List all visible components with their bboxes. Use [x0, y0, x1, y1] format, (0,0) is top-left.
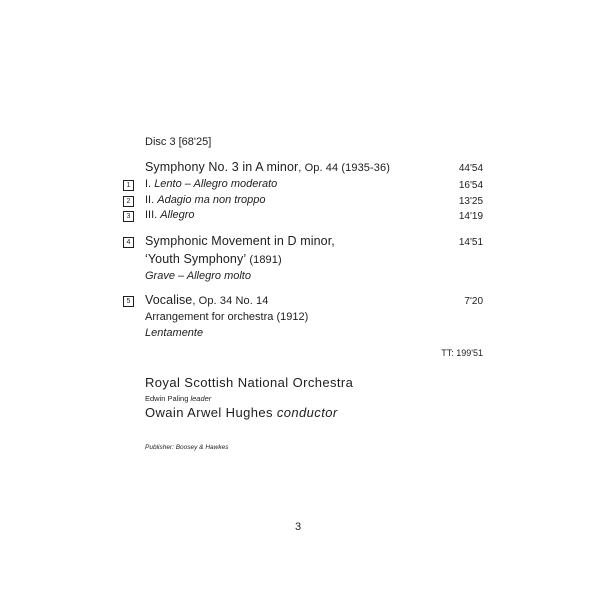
work-duration: 14'51 [458, 237, 483, 248]
movement-duration: 16'54 [458, 180, 483, 191]
disc-label: Disc 3 [145, 136, 176, 148]
work-title: Symphonic Movement in D minor, [145, 234, 335, 248]
work-title-extra: , Op. 34 No. 14 [192, 295, 269, 307]
work-subtitle-extra: (1891) [246, 254, 282, 266]
work-note: Arrangement for orchestra (1912) [145, 311, 309, 323]
page-number: 3 [295, 521, 302, 533]
movement-title [145, 178, 277, 190]
track-number: 4 [123, 237, 134, 248]
work-subtitle-main: ‘Youth Symphony’ [145, 252, 247, 266]
track-number: 3 [123, 211, 134, 222]
work-subtitle [145, 252, 282, 266]
movement-duration: 13'25 [458, 196, 483, 207]
movement-title [145, 209, 195, 221]
track-number: 1 [123, 180, 134, 191]
work-title [145, 293, 268, 307]
work-tempo: Lentamente [145, 327, 204, 339]
movement-duration: 14'19 [458, 211, 483, 222]
leader-line [145, 394, 211, 403]
work-title-main: Vocalise [145, 293, 193, 307]
leader-name: Edwin Paling [145, 394, 189, 403]
work-title-extra: , Op. 44 (1935-36) [298, 162, 390, 174]
track-number: 5 [123, 296, 134, 307]
work-tempo: Grave – Allegro molto [145, 270, 251, 282]
work-duration: 44'54 [458, 163, 483, 174]
disc-heading [145, 136, 211, 148]
movement-text: Lento – Allegro moderato [154, 178, 278, 190]
leader-role: leader [190, 394, 212, 403]
conductor-name: Owain Arwel Hughes [145, 405, 273, 420]
work-title [145, 160, 390, 174]
orchestra-name: Royal Scottish National Orchestra [145, 375, 354, 390]
movement-number: I. [145, 178, 152, 190]
publisher-credit: Publisher: Boosey & Hawkes [145, 444, 229, 451]
movement-number: II. [145, 194, 155, 206]
movement-title [145, 194, 265, 206]
work-duration: 7'20 [464, 296, 483, 307]
conductor-line [145, 405, 338, 420]
disc-duration: [68'25] [178, 136, 212, 148]
conductor-role: conductor [276, 405, 338, 420]
track-number: 2 [123, 196, 134, 207]
work-title-main: Symphony No. 3 in A minor [145, 160, 299, 174]
movement-text: Allegro [160, 209, 195, 221]
movement-text: Adagio ma non troppo [157, 194, 266, 206]
movement-number: III. [145, 209, 158, 221]
total-time: TT: 199'51 [441, 348, 483, 358]
